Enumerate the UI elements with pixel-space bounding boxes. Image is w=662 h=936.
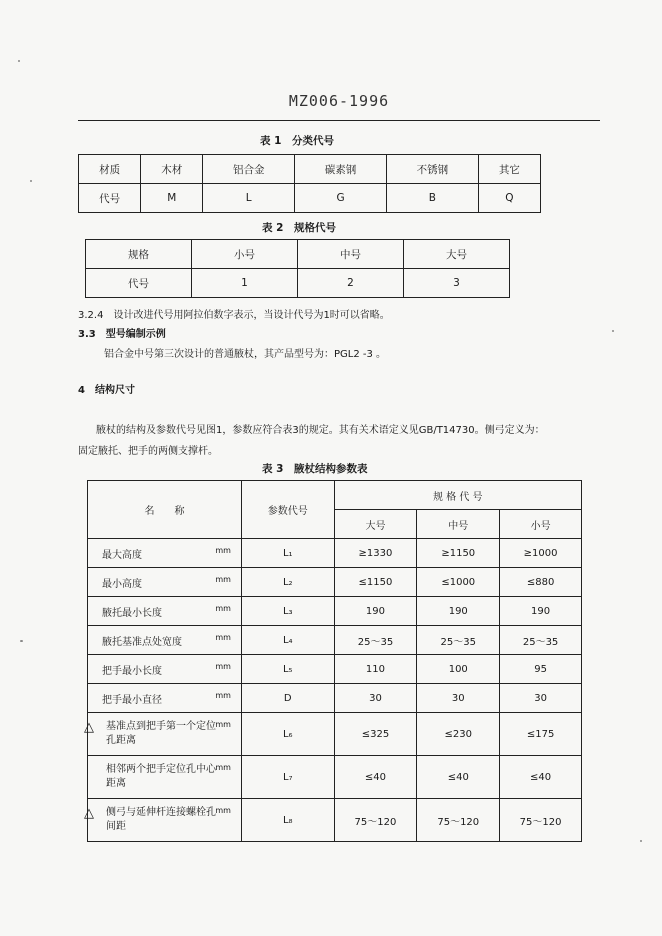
param-name-text: 腋托基准点处宽度 (102, 636, 182, 648)
document-number: MZ006-1996 (288, 92, 390, 110)
param-small: 190 (500, 597, 582, 626)
table-row (79, 184, 541, 213)
table-row (88, 713, 582, 756)
scan-speck (18, 60, 20, 62)
param-unit: mm (215, 690, 231, 700)
param-code: L₃ (241, 597, 334, 626)
param-name (88, 626, 242, 655)
param-medium: 30 (417, 684, 500, 713)
header-name: 名 称 (88, 481, 242, 539)
table-row (86, 240, 510, 269)
header-rule (78, 120, 600, 121)
table-cell: 中号 (298, 240, 404, 269)
table-cell: L (203, 184, 295, 213)
table-row (86, 269, 510, 298)
table1-classification-codes (78, 154, 541, 213)
param-large: ≤1150 (334, 568, 417, 597)
param-unit: mm (215, 632, 231, 642)
scan-speck (612, 330, 614, 332)
table-cell: 不锈钢 (386, 155, 478, 184)
table-row (88, 799, 582, 842)
table-cell: 木材 (141, 155, 203, 184)
param-code: L₇ (241, 756, 334, 799)
table-cell: 碳素钢 (295, 155, 387, 184)
table-row (88, 539, 582, 568)
scan-speck (640, 840, 642, 842)
table-cell: 规格 (86, 240, 192, 269)
scan-speck (30, 180, 32, 182)
param-code: L₂ (241, 568, 334, 597)
param-code: L₄ (241, 626, 334, 655)
table-row (88, 684, 582, 713)
param-small: 75～120 (500, 799, 582, 842)
header-spec: 规 格 代 号 (334, 481, 581, 510)
table3-structure-parameters (84, 480, 582, 842)
clause-3-3-example: 铝合金中号第三次设计的普通腋杖，其产品型号为：PGL2 -3 。 (104, 349, 387, 360)
table2-size-codes (85, 239, 510, 298)
param-large: 30 (334, 684, 417, 713)
table3-caption: 表 3 腋杖结构参数表 (262, 463, 368, 475)
header-large: 大号 (334, 510, 417, 539)
table-cell: 大号 (404, 240, 510, 269)
table-cell: 2 (298, 269, 404, 298)
param-unit: mm (215, 545, 231, 555)
param-name (88, 684, 242, 713)
table-row (88, 626, 582, 655)
param-code: L₁ (241, 539, 334, 568)
section-4-line1: 腋杖的结构及参数代号见图1，参数应符合表3的规定。其有关术语定义见GB/T14730。侧弓定义为： (96, 425, 545, 436)
header-small: 小号 (500, 510, 582, 539)
param-name (84, 799, 242, 842)
table-cell: 铝合金 (203, 155, 295, 184)
param-unit: mm (215, 763, 231, 772)
param-small: ≤40 (500, 756, 582, 799)
param-small: ≥1000 (500, 539, 582, 568)
param-code: L₈ (241, 799, 334, 842)
param-medium: ≤230 (417, 713, 500, 756)
table-header-row (88, 481, 582, 510)
param-name (88, 655, 242, 684)
param-small: ≤175 (500, 713, 582, 756)
clause-3-3: 3.3 型号编制示例 (78, 329, 166, 340)
revision-marker-icon: △ (84, 806, 94, 821)
param-name-text: 相邻两个把手定位孔中心距离 (106, 764, 216, 789)
param-medium: 75～120 (417, 799, 500, 842)
table2-caption: 表 2 规格代号 (262, 222, 336, 234)
section-4-heading: 4 结构尺寸 (78, 385, 135, 396)
param-name (84, 713, 242, 756)
param-code: L₆ (241, 713, 334, 756)
table-cell: 代号 (79, 184, 141, 213)
param-small: 25～35 (500, 626, 582, 655)
param-unit: mm (215, 661, 231, 671)
table-row (79, 155, 541, 184)
param-small: 30 (500, 684, 582, 713)
param-unit: mm (215, 720, 231, 729)
param-medium: ≤40 (417, 756, 500, 799)
param-large: ≤325 (334, 713, 417, 756)
param-medium: 25～35 (417, 626, 500, 655)
param-name-text: 把手最小直径 (102, 694, 162, 706)
header-code: 参数代号 (241, 481, 334, 539)
param-name-text: 侧弓与延伸杆连接螺栓孔间距 (106, 807, 216, 832)
param-medium: 100 (417, 655, 500, 684)
scan-speck (20, 640, 23, 642)
param-name (88, 539, 242, 568)
table-row (88, 655, 582, 684)
param-name-text: 基准点到把手第一个定位孔距离 (106, 721, 216, 746)
table-row (88, 568, 582, 597)
table-row (88, 756, 582, 799)
param-large: ≥1330 (334, 539, 417, 568)
param-name (88, 597, 242, 626)
param-small: 95 (500, 655, 582, 684)
param-name (88, 756, 242, 799)
param-code: D (241, 684, 334, 713)
clause-3-2-4: 3.2.4 设计改进代号用阿拉伯数字表示，当设计代号为1时可以省略。 (78, 310, 390, 321)
param-code: L₅ (241, 655, 334, 684)
param-name-text: 把手最小长度 (102, 665, 162, 677)
table-cell: 材质 (79, 155, 141, 184)
param-medium: ≤1000 (417, 568, 500, 597)
param-unit: mm (215, 806, 231, 815)
section-4-line2: 固定腋托、把手的两侧支撑杆。 (78, 446, 218, 457)
table-cell: B (386, 184, 478, 213)
param-name-text: 腋托最小长度 (102, 607, 162, 619)
table-cell: 3 (404, 269, 510, 298)
table-cell: 小号 (192, 240, 298, 269)
param-medium: ≥1150 (417, 539, 500, 568)
param-unit: mm (215, 574, 231, 584)
table-cell: 1 (192, 269, 298, 298)
table-cell: G (295, 184, 387, 213)
param-large: 190 (334, 597, 417, 626)
param-unit: mm (215, 603, 231, 613)
param-large: ≤40 (334, 756, 417, 799)
table-cell: M (141, 184, 203, 213)
param-medium: 190 (417, 597, 500, 626)
header-medium: 中号 (417, 510, 500, 539)
table1-caption: 表 1 分类代号 (260, 135, 334, 147)
table-cell: 其它 (478, 155, 540, 184)
param-large: 75～120 (334, 799, 417, 842)
revision-marker-icon: △ (84, 720, 94, 735)
table-cell: Q (478, 184, 540, 213)
param-name (88, 568, 242, 597)
param-small: ≤880 (500, 568, 582, 597)
table-row (88, 597, 582, 626)
param-name-text: 最小高度 (102, 578, 142, 590)
param-name-text: 最大高度 (102, 549, 142, 561)
table-cell: 代号 (86, 269, 192, 298)
param-large: 110 (334, 655, 417, 684)
param-large: 25～35 (334, 626, 417, 655)
